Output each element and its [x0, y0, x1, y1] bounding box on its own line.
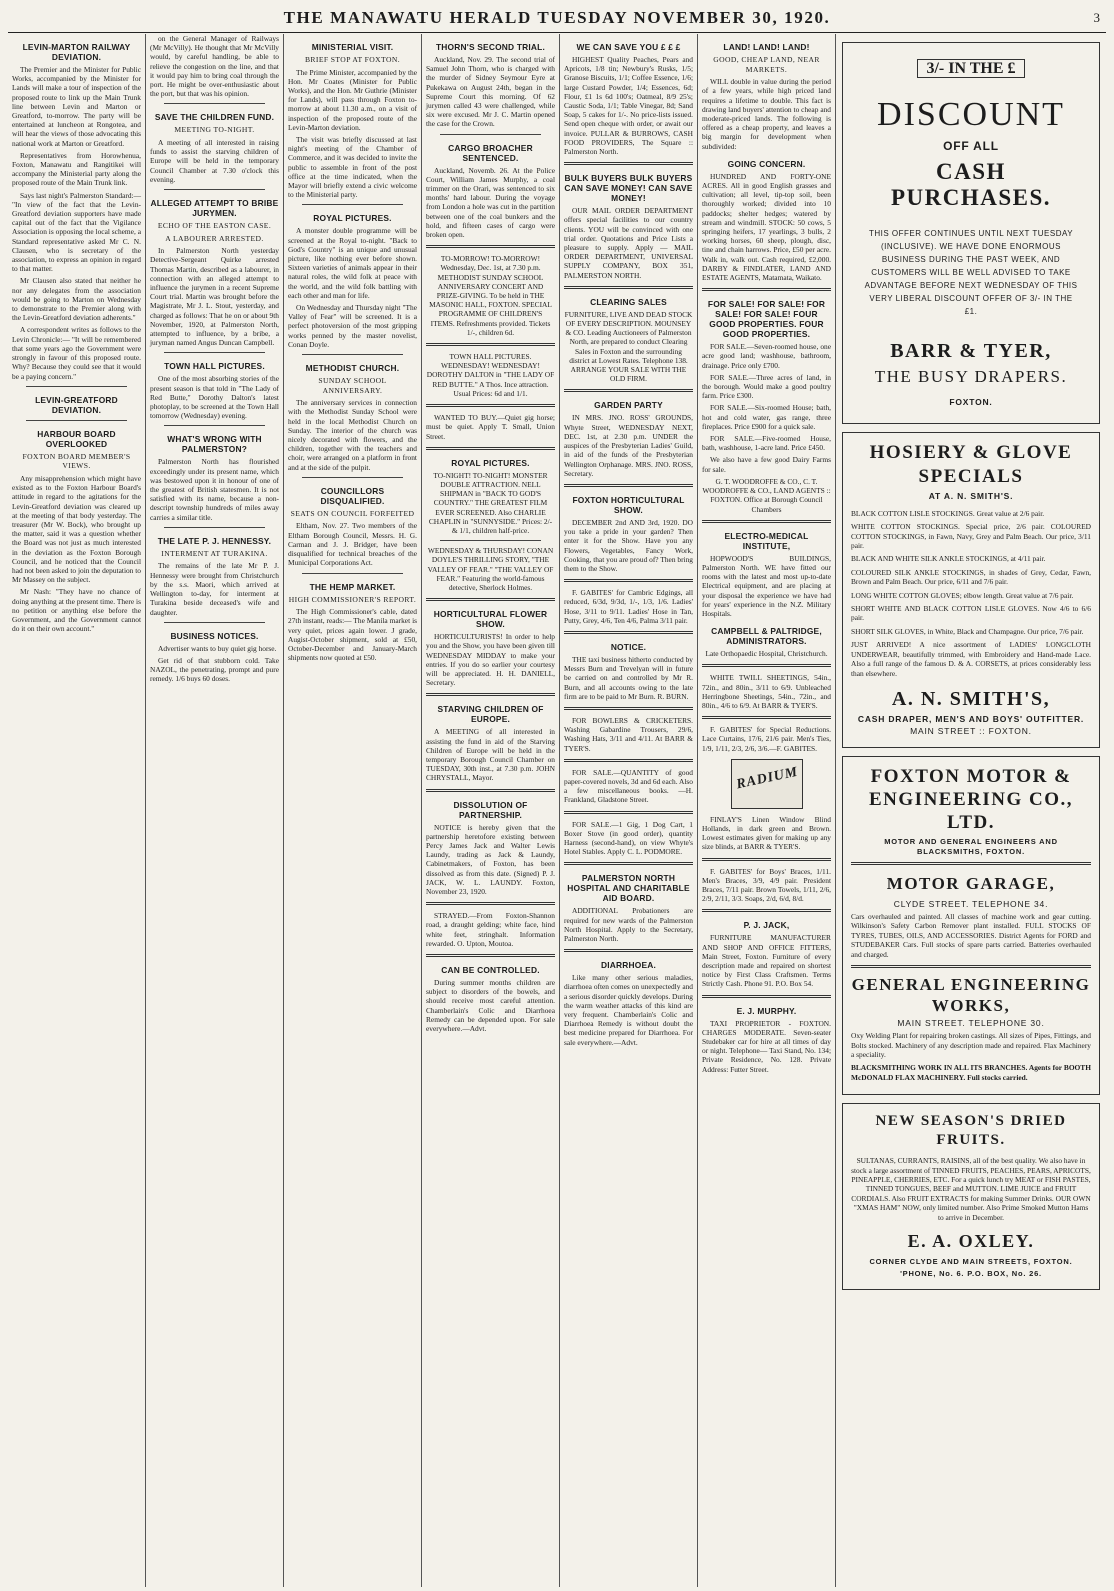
paragraph: F. GABITES' for Cambric Edgings, all reduced, 6/3d, 9/3d, 1/-, 1/3, 1/6. Ladies' Hose, 3/11 to 9/11. Ladies' Hose in Tan, Putty, Grey, 4/6, Ten 4/6, Palma 3/11 pair.: [564, 588, 693, 625]
ad-line: CLYDE STREET. TELEPHONE 34.: [893, 898, 1049, 909]
radium-polishes-logo: [731, 759, 803, 809]
divider: [702, 716, 831, 719]
headline: DIARRHOEA.: [600, 960, 657, 971]
headline: E. J. MURPHY.: [736, 1005, 797, 1016]
ad-firm-2: CASH DRAPER, MEN'S AND BOYS' OUTFITTER.: [857, 713, 1085, 724]
subheadline: HIGH COMMISSIONER'S REPORT.: [288, 594, 417, 604]
divider: [26, 420, 127, 421]
paragraph: Any misapprehension which might have existed as to the Foxton Harbour Board's attitude in regard to the agitations for the Levin-Greatford deviation was cleared up at the meeting of that body yesterday. The treasurer (Mr W. Bock), who brought up the matter, said it was a question whether the Board was not just as much interested in the deviation as the Foxton Borough Council, and he noticed that the Council had not been asked to join the deputation to Mr Massey on the subject.: [12, 473, 141, 585]
paragraph: NOTICE is hereby given that the partnership heretofore existing between Percy James Jack and Walter Lewis Laundy, trading as Jack & Laundy, Cabinetmakers, of Foxton, has been dissolved as from this date. (Signed) P. J. JACK, W. L. LAUNDY. Foxton, November 23, 1920.: [426, 822, 555, 896]
headline: ROYAL PICTURES.: [313, 213, 392, 224]
headline: ALLEGED ATTEMPT TO BRIBE JURYMEN.: [150, 198, 279, 219]
ad-phone: 'PHONE, No. 6. P.O. BOX, No. 26.: [900, 1269, 1042, 1279]
paragraph: The anniversary services in connection with the Methodist Sunday School were held in the local Methodist Church on Sunday. The interior of the church was nicely decorated with flowers, and the children, together with the teachers and choir, were arranged on a platform in front and at the side of the pulpit.: [288, 398, 417, 472]
divider: [164, 352, 265, 353]
ad-line: WHITE COTTON STOCKINGS. Special price, 2/6 pair. COLOURED COTTON STOCKINGS, in Fawn, Navy, Grey and Palm Beach. Our price, 3/11 pair.: [851, 522, 1091, 551]
paragraph: FURNITURE MANUFACTURER AND SHOP AND OFFICE FITTERS, Main Street, Foxton. Furniture of every description made and repaired on shortest notice by First Class Craftsmen. Terms Strictly Cash. Phone 91. P.O. Box 54.: [702, 933, 831, 989]
divider: [426, 343, 555, 346]
ad-town: FOXTON.: [949, 397, 993, 408]
subheadline: ECHO OF THE EASTON CASE.: [157, 221, 272, 231]
divider: [564, 579, 693, 582]
headline: COUNCILLORS DISQUALIFIED.: [320, 485, 385, 506]
headline: CAN BE CONTROLLED.: [441, 965, 540, 976]
divider: [426, 598, 555, 601]
divider: [440, 134, 541, 135]
paragraph: A MEETING of all interested in assisting the fund in aid of the Starving Children of Europe will be held in the temporary Borough Council Chamber on TUESDAY, 30th inst., at 7.30 p.m. JOHN CHRYSTALL, Mayor.: [426, 727, 555, 783]
headline: CLEARING SALES: [590, 296, 667, 307]
paragraph: FINLAY'S Linen Window Blind Hollands, in dark green and Brown. Lowest estimates given for making up any size blinds, at BARR & TYER'S.: [702, 814, 831, 852]
paragraph: G. T. WOODROFFE & CO., C. T. WOODROFFE & CO., LAND AGENTS :: FOXTON. Office at Borough Council Chambers: [702, 476, 831, 514]
paragraph: FOR SALE.—Three acres of land, in the borough. Would make a good poultry farm. Price £300.: [702, 372, 831, 401]
paragraph: FOR SALE.—1 Gig, 1 Dog Cart, 1 Boxer Stove (in good order), quantity Harness (second-hand), on view Whyte's Hotel Stables. Apply C. L. PODMORE.: [564, 819, 693, 857]
advertisement: TO-NIGHT! TO-NIGHT! MONSTER DOUBLE ATTRACTION. NELL SHIPMAN in "BACK TO GOD'S COUNTRY." THE GREATEST FILM EVER SCREENED. Also CHARLIE CHAPLIN in "SUNNYSIDE." Prices: 2/- & 1/1, children half-price.: [428, 470, 553, 535]
headline: LAND! LAND! LAND!: [723, 42, 810, 52]
divider: [164, 622, 265, 623]
paragraph: WILL double in value during the period of a few years, while high priced land requires a lifetime to double. This fact is drawing land buyers' attention to cheap and moderate-priced lands. The following is offered as a cheap property, and leaves a big margin for development when subdivided:: [702, 77, 831, 151]
headline: GOING CONCERN.: [727, 158, 806, 169]
paragraph: F. GABITES' for Special Reductions. Lace Curtains, 17/6, 21/6 pair. Men's Ties, 1/9, 1/11, 2/3, 2/6, 3/6.—F. GABITES.: [702, 725, 831, 753]
headline: THORN'S SECOND TRIAL.: [435, 42, 546, 52]
paragraph: HUNDRED AND FORTY-ONE ACRES. All in good English grasses and cultivation; all level, tip-top soil, been thoroughly worked; divided into 10 paddocks; shelter hedges; watered by stream and windmill. STOCK: 50 cows, 5 springing heifers, 17 yearlings, 3 bulls, 2 working horses, 60 sheep, plough, disc, tine and chain harrows. Price, £50 per acre. Walk in, walk out. Cash required, £2,000. DARBY & FINDLATER, LAND AND ESTATE AGENTS, Matamata, Waikato.: [702, 171, 831, 283]
paragraph: ADDITIONAL Probationers are required for new wards of the Palmerston North Hospital. Apply to the Secretary, Palmerston North.: [564, 906, 693, 943]
paragraph: A meeting of all interested in raising funds to assist the starving children of Europe will be held in the temporary Council Chamber at 7.30 o'clock this evening.: [150, 138, 279, 184]
ad-title: FOXTON MOTOR & ENGINEERING CO., LTD.: [869, 766, 1073, 834]
ad-address: MAIN STREET :: FOXTON.: [910, 726, 1032, 737]
masthead-title: THE MANAWATU HERALD TUESDAY NOVEMBER 30, 1920.: [283, 8, 831, 27]
paragraph: FOR SALE.—Six-roomed House; bath, hot and cold water, gas range, three fireplaces. Price £900 for a quick sale.: [702, 403, 831, 431]
divider: [851, 965, 1091, 968]
advertisement: TOWN HALL PICTURES. WEDNESDAY! WEDNESDAY! DOROTHY DALTON in "THE LADY OF RED BUTTE." A Thos. Ince attraction. Usual Prices: 6d and 1/1.: [426, 352, 555, 398]
subheadline: MEETING TO-NIGHT.: [174, 125, 255, 135]
divider: [702, 909, 831, 912]
headline: BUSINESS NOTICES.: [170, 630, 259, 641]
divider: [426, 447, 555, 450]
paragraph: on the General Manager of Railways (Mr McVilly). He thought that Mr McVilly would, by careful handling, be able to relieve the congestion on the line, and that it would pay him to bring coal through the port. He might be over-enthusiastic about the port, but that was his opinion.: [150, 34, 279, 99]
ad-firm-2: THE BUSY DRAPERS.: [874, 367, 1068, 387]
divider: [702, 520, 831, 523]
ad-line: BLACK AND WHITE SILK ANKLE STOCKINGS, at 4/11 pair.: [851, 554, 1046, 564]
paragraph: WHITE TWILL SHEETINGS, 54in., 72in., and 80in., 3/11 to 6/9. Unbleached Herringbone Sheetings, 54in., 72in., and 80in., 4/6 to 6/9. At BARR & TYER'S.: [702, 673, 831, 710]
headline: THE HEMP MARKET.: [309, 581, 396, 592]
headline: SAVE THE CHILDREN FUND.: [154, 112, 275, 123]
radium-text: RADIUM: [734, 764, 800, 793]
ad-firm: A. N. SMITH'S,: [891, 687, 1051, 710]
column-7-ads: [836, 34, 1106, 1587]
divider: [702, 664, 831, 667]
ad-title: DISCOUNT: [877, 96, 1065, 134]
subheadline: INTERMENT AT TURAKINA.: [161, 548, 268, 558]
paragraph: On Wednesday and Thursday night "The Valley of Fear" will be screened. It is a perfect photoversion of the most gripping works penned by the master novelist, Conan Doyle.: [288, 303, 417, 349]
paragraph: The Prime Minister, accompanied by the Hon. Mr Coates (Minister for Public Works), and the Hon. Mr Guthrie (Minister for Lands), will pass through Foxton to-morrow at about 11.30 a.m., on a visit of inspection of the proposed route of the Levin-Marton deviation.: [288, 67, 417, 132]
advertisement: WANTED TO BUY.—Quiet gig horse; must be quiet. Apply T. Small, Union Street.: [426, 413, 555, 441]
paragraph: Says last night's Palmerston Standard:— "In view of the fact that the Levin-Greatford deviation supporters have made capital out of the fact that the Vigilance Association is opposing the local scheme, a Standard representative asked Mr C. N. Clausen, who is secretary of the association, to express an opinion in regard to that matter.: [12, 190, 141, 274]
ad-line: LONG WHITE COTTON GLOVES; elbow length. Great value at 7/6 pair.: [851, 590, 1074, 600]
headline: TOWN HALL PICTURES.: [164, 361, 265, 372]
paragraph: HIGHEST Quality Peaches, Pears and Apricots, 1/8 tin; Newbury's Rusks, 1/5; Granose Biscuits, 1/1; Coffee Essence, 1/6; large Custard Powder, 1/4; Essences, 6d; Flour, £1 1s 6d 100's; Oatmeal, 8/9 25's; Caustic Soda, 1/1; Table Vinegar, 8d; Sand Soap, 5 cakes for 1/-. No price-lists issued. Send open cheque with order, or await our invoice. PULLAR & BURROWS, CASH FOOD PROVIDERS, The Square :: Palmerston North.: [564, 55, 693, 157]
paragraph: FOR SALE.—QUANTITY of good paper-covered novels, 3d and 6d each. Also a few miscellaneous books. —H. Frankland, Gladstone Street.: [564, 767, 693, 805]
divider: [302, 204, 403, 205]
headline: ROYAL PICTURES.: [451, 457, 530, 468]
ad-body: Oxy Welding Plant for repairing broken castings. All sizes of Pipes, Fittings, and Bolts stocked. Machinery of any description made and repaired. Flax Machinery a speciality.: [851, 1031, 1091, 1059]
divider: [564, 286, 693, 289]
columns: [8, 34, 1106, 1587]
paragraph: Eltham, Nov. 27. Two members of the Eltham Borough Council, Messrs. H. G. Carman and J. J. Bridger, have been disqualified for technical breaches of the Municipal Corporations Act.: [288, 521, 417, 568]
paragraph: OUR MAIL ORDER DEPARTMENT offers special facilities to our country clients. YOU will be convinced with one trial order. Quotations and Price Lists a pleasure to supply. Apply — MAIL ORDER DEPARTMENT, UNIVERSAL SUPPLY COMPANY, BOX 351, PALMERSTON NORTH.: [564, 206, 693, 280]
paragraph: Late Orthopaedic Hospital, Christchurch.: [705, 649, 828, 659]
headline: LEVIN-GREATFORD DEVIATION.: [35, 394, 118, 415]
paragraph: DECEMBER 2nd AND 3rd, 1920. DO you take a pride in your garden? Then enter it for the Show. Have you any Flowers, Vegetables, Fancy Work, Cooking, that you are proud of? Then bring them to the Show.: [564, 517, 693, 573]
column-2: [146, 34, 284, 1587]
divider: [426, 954, 555, 957]
ad-line: SHORT WHITE AND BLACK COTTON LISLE GLOVES. Now 4/6 to 6/6 pair.: [851, 604, 1091, 623]
ad-firm: E. A. OXLEY.: [907, 1231, 1035, 1252]
ad-title-2: MOTOR GARAGE,: [886, 873, 1056, 893]
ad-title: HOSIERY & GLOVE SPECIALS: [869, 441, 1073, 487]
column-6: [698, 34, 836, 1587]
divider: [564, 484, 693, 487]
paragraph: Get rid of that stubborn cold. Take NAZOL, the penetrating, prompt and pure remedy. 1/6 buys 60 doses.: [150, 655, 279, 684]
divider: [564, 949, 693, 952]
divider: [564, 162, 693, 165]
ad-address: CORNER CLYDE AND MAIN STREETS, FOXTON.: [869, 1257, 1073, 1267]
masthead: [8, 6, 1106, 33]
paragraph: STRAYED.—From Foxton-Shannon road, a draught gelding; white face, hind white feet, stringhalt. Information rewarded. O. Upton, Moutoa.: [426, 911, 555, 948]
ad-body: Cars overhauled and painted. All classes of machine work and gear cutting. Wilkinson's Safety Carbon Remover plant installed. FULL STOCKS OF TYRES, TUBES, OILS, AND ACCESSORIES. District Agents for FORD and STUDEBAKER Cars. Full stocks of spare parts carried. Batteries overhauled and charged.: [851, 911, 1091, 959]
divider: [426, 404, 555, 407]
ad-body: SULTANAS, CURRANTS, RAISINS, all of the best quality. We also have in stock a large assortment of TINNED FRUITS, PEACHES, PEARS, APRICOTS, PINEAPPLE, CHERRIES, ETC. For a quick lunch try MEAT or FISH PASTES, TINNED TONGUES, BEEF and MUTTON. LIME JUICE and FRUIT CORDIALS. Also FRUIT EXTRACTS for making Summer Drinks. OUR OWN "XMAS HAM" NOW, only limited number. Also Prime Smoked Mutton Hams to arrive in December.: [851, 1156, 1091, 1222]
divider: [164, 189, 265, 190]
headline: HARBOUR BOARD OVERLOOKED: [37, 428, 116, 449]
paragraph: The Premier and the Minister for Public Works, accompanied by the Minister for Lands will make a tour of inspection of the proposed route to link up the Main Trunk line between Levin and Marton or Greatford, to-morrow. The party will be entertained at luncheon at Rongotea, and will hear the views of those advocating this national work at Marton or Greatford.: [12, 65, 141, 148]
headline: THE LATE P. J. HENNESSY.: [157, 535, 272, 546]
discount-badge: 3/- IN THE £: [917, 59, 1024, 78]
paragraph: Advertiser wants to buy quiet gig horse.: [158, 643, 277, 653]
paragraph: Auckland, Nov. 29. The second trial of Samuel John Thorn, who is charged with the murder of Sidney Seymour Eyre at Pukekawa on August 24th, began in the Supreme Court this morning. Of 62 jurymen called 43 were challenged, while six were excused. Mr J. C. Martin opened the case for the Crown.: [426, 55, 555, 129]
paragraph: In Palmerston North yesterday Detective-Sergeant Quirke arrested Thomas Martin, described as a labourer, in connection with an alleged attempt to influence the jurymen in a recent Supreme Court trial. Martin was brought before the Magistrate, Mr J. L. Stout, yesterday, and charged as follows: That he on or about 9th November, 1920, at Palmerston North, attempted to influence, by a bribe, a juryman named Angus Duncan Campbell.: [150, 246, 279, 348]
subheadline: SUNDAY SCHOOL ANNIVERSARY.: [318, 376, 387, 395]
paragraph: FOR SALE.—Seven-roomed house, one acre good land; washhouse, bathroom, drainage. Price only £700.: [702, 342, 831, 370]
divider: [702, 858, 831, 861]
paragraph: A monster double programme will be screened at the Royal to-night. "Back to God's Country" is an unique and unusual picture, like nothing ever before shown. Sixteen varieties of animals appear in their natural roles, the wild folk at peace with the world, and the wild folk battling with each other and man for life.: [288, 226, 417, 300]
headline: MINISTERIAL VISIT.: [311, 42, 394, 52]
subheadline: FOXTON BOARD MEMBER'S VIEWS.: [22, 451, 131, 471]
column-3: [284, 34, 422, 1587]
headline: METHODIST CHURCH.: [305, 363, 400, 374]
divider: [564, 759, 693, 762]
ad-body: THIS OFFER CONTINUES UNTIL NEXT TUESDAY (INCLUSIVE). WE HAVE DONE ENORMOUS BUSINESS DURING THE PAST WEEK, AND CUSTOMERS WILL BE WELL ADVISED TO TAKE ADVANTAGE BEFORE NEXT WEDNESDAY OF THIS VERY LIBERAL DISCOUNT OFFER OF 3/- IN THE £1.: [864, 229, 1078, 317]
ad-title-3: GENERAL ENGINEERING WORKS,: [851, 974, 1091, 1015]
divider: [302, 573, 403, 574]
ad-title-2: CASH PURCHASES.: [890, 159, 1052, 211]
paragraph: The High Commissioner's cable, dated 27th instant, reads:— The Manila market is very quiet, prices again lower. J grade, Augist-October shipment, sold at £50, October-December and January-March shipments now quoted at £50.: [288, 607, 417, 663]
paragraph: A correspondent writes as follows to the Levin Chronicle:— "It will be remembered that some years ago the Government were strongly in favour of this proposed route. Why? Because they could see that it would be a paying concern.": [12, 325, 141, 381]
divider: [564, 707, 693, 710]
paragraph: HOPWOOD'S BUILDINGS, Palmerston North. WE have fitted our rooms with the latest and most up-to-date Electrical equipment, and are placing at your disposal the experience we have had for years' experience in the N.Z. Military Hospitals.: [702, 553, 831, 618]
paragraph: HORTICULTURISTS! In order to help you and the Show, you have been given till WEDNESDAY MIDDAY to make your entries. If you do so earlier your courtesy will be appreciated. H. H. DANIELL, Secretary.: [426, 632, 555, 688]
divider: [426, 245, 555, 248]
divider: [302, 477, 403, 478]
paragraph: The visit was briefly discussed at last night's meeting of the Chamber of Commerce, and it was decided to invite the public to assemble in front of the post office at the time indicated, when the Mayor will briefly extend a civic welcome to the Ministerial party.: [288, 135, 417, 200]
divider: [426, 789, 555, 792]
headline: GARDEN PARTY: [594, 400, 663, 411]
column-5: [560, 34, 698, 1587]
headline: CARGO BROACHER SENTENCED.: [448, 142, 533, 163]
ad-subtitle: OFF ALL: [943, 139, 999, 154]
paragraph: Mr Clausen also stated that neither he nor any delegates from the association would be going to Marton on Wednesday to demonstrate to the Premier along with the Levin-Greatford deviation adherents.": [12, 276, 141, 323]
divider: [164, 425, 265, 426]
headline: HORTICULTURAL FLOWER SHOW.: [433, 609, 548, 630]
headline: P. J. JACK,: [743, 920, 790, 931]
subheadline: GOOD, CHEAP LAND, NEAR MARKETS.: [713, 55, 820, 74]
paragraph: TAXI PROPRIETOR - FOXTON. CHARGES MODERATE. Seven-seater Studebaker car for hire at all times of day or night. Telephone— Taxi Stand, No. 134; Private Residence, No. 128. Private Address: Futter Street.: [702, 1018, 831, 1074]
divider: [564, 862, 693, 865]
paragraph: One of the most absorbing stories of the present season is that told in "The Lady of Red Butte," Dorothy Dalton's latest photoplay, to be screened at the Town Hall tomorrow (Wednesday) evening.: [150, 374, 279, 421]
paragraph: FOR SALE.—Five-roomed House, bath, washhouse, 1-acre land. Price £450.: [702, 434, 831, 453]
headline: STARVING CHILDREN OF EUROPE.: [437, 704, 544, 725]
headline: WE CAN SAVE YOU £ £ £: [576, 42, 681, 52]
advertisement: TO-MORROW! TO-MORROW! Wednesday, Dec. 1st, at 7.30 p.m. METHODIST SUNDAY SCHOOL ANNIVERSARY CONCERT AND PRIZE-GIVING. To be held in THE MASONIC HALL, FOXTON. SPECIAL PROGRAMME OF CHILDREN'S ITEMS. Refreshments provided. Tickets 1/-, children 6d.: [429, 254, 552, 337]
oxley-dried-fruits-ad: [842, 1103, 1100, 1290]
divider: [702, 288, 831, 291]
ad-line: BLACK COTTON LISLE STOCKINGS. Great value at 2/6 pair.: [851, 508, 1045, 518]
ad-line: SHORT SILK GLOVES, in White, Black and Champagne. Our price, 7/6 pair.: [851, 626, 1084, 636]
headline: BULK BUYERS BULK BUYERS CAN SAVE MONEY! CAN SAVE MONEY!: [564, 173, 693, 204]
paragraph: Auckland, Novemb. 26. At the Police Court, William James Murphy, a coal trimmer on the Orari, was sentenced to six months' hard labour. During the voyage from London a hole was cut in the partition between one of the coal bunkers and the hold, and fifteen cases of cargo were broken open.: [426, 165, 555, 240]
paragraph: The remains of the late Mr P. J. Hennessy were brought from Christchurch by the s.s. Maori, which arrived at Wellington to-day, for interment at Turakina beside deceased's wife and daughter.: [150, 561, 279, 617]
divider: [164, 103, 265, 104]
paragraph: FOR BOWLERS & CRICKETERS. Washing Gabardine Trousers, 29/6, Washing Hats, 3/11 and 4/11. At BARR & TYER'S.: [564, 715, 693, 753]
headline: DISSOLUTION OF PARTNERSHIP.: [453, 799, 528, 820]
divider: [26, 386, 127, 387]
page-number: 3: [1093, 10, 1100, 25]
barr-tyer-discount-ad: [842, 42, 1100, 424]
subheadline: SEATS ON COUNCIL FORFEITED: [290, 508, 415, 518]
paragraph: F. GABITES' for Boys' Braces, 1/11. Men's Braces, 3/9, 4/9 pair. President Braces, 7/11 pair. Brown Towels, 1/11, 2/6, 2/9, 2/11, 3/3. Soaps, 2/d, 6/d, 8/d.: [702, 866, 831, 904]
column-4: [422, 34, 560, 1587]
ad-line: MAIN STREET. TELEPHONE 30.: [897, 1017, 1045, 1028]
paragraph: Mr Nash: "They have no chance of doing anything at the present time. There is no petition or anything else before the Government, and the Government cannot do it on their own account.": [12, 587, 141, 634]
paragraph: THE taxi business hitherto conducted by Messrs Burn and Trevelyan will in future be carried on and controlled by Mr R. Burn, and all accounts owing to the late firm are to be paid to Mr Burn. R. BURN.: [564, 654, 693, 701]
paragraph: We also have a few good Dairy Farms for sale.: [702, 455, 831, 474]
headline: FOXTON HORTICULTURAL SHOW.: [572, 494, 685, 515]
ad-body: BLACKSMITHING WORK IN ALL ITS BRANCHES. Agents for BOOTH McDONALD FLAX MACHINERY. Full stocks carried.: [851, 1063, 1091, 1082]
paragraph: IN MRS. JNO. ROSS' GROUNDS, Whyte Street, WEDNESDAY NEXT, DEC. 1st, at 2.30 p.m. UNDER the auspices of the Presbyterian Ladies' Guild, in aid of the funds of the Presbyterian Wellington Orphanage. MRS. JNO. ROSS, Secretary.: [564, 413, 693, 478]
ad-subtitle: MOTOR AND GENERAL ENGINEERS AND BLACKSMITHS, FOXTON.: [884, 837, 1058, 856]
subheadline: A LABOURER ARRESTED.: [165, 233, 264, 243]
divider: [426, 693, 555, 696]
subheadline: BRIEF STOP AT FOXTON.: [304, 55, 401, 64]
headline: WHAT'S WRONG WITH PALMERSTON?: [167, 434, 262, 455]
ad-subtitle: AT A. N. SMITH'S.: [928, 490, 1014, 501]
ad-firm: BARR & TYER,: [890, 340, 1052, 363]
headline: NOTICE.: [610, 641, 647, 652]
divider: [426, 902, 555, 905]
divider: [302, 354, 403, 355]
divider: [564, 631, 693, 634]
paragraph: During summer months children are subject to disorders of the bowels, and should receive most careful attention. Chamberlain's Colic and Diarrhoea Remedy can be depended upon. For sale everywhere.—Advt.: [426, 978, 555, 1034]
smith-hosiery-ad: [842, 432, 1100, 749]
headline: CAMPBELL & PALTRIDGE, ADMINISTRATORS.: [711, 626, 822, 647]
divider: [564, 811, 693, 814]
headline: ELECTRO-MEDICAL INSTITUTE,: [724, 530, 809, 551]
advertisement: WEDNESDAY & THURSDAY! CONAN DOYLE'S THRILLING STORY, "THE VALLEY OF FEAR." "THE VALLEY OF FEAR." Featuring the world-famous detective, Sherlock Holmes.: [427, 546, 554, 592]
paragraph: FURNITURE, LIVE AND DEAD STOCK OF EVERY DESCRIPTION. MOUNSEY & CO. Leading Auctioneers of Palmerston North, are prepared to conduct Clearing Sales in Foxton and the surrounding district at Lowest Rates. Telephone 138. ARRANGE YOUR SALE WITH THE OLD FIRM.: [564, 309, 693, 384]
divider: [851, 862, 1091, 865]
divider: [440, 540, 541, 541]
paragraph: Palmerston North has flourished exceedingly under its present name, which was bestowed upon it in honour of one of the greatest of British statesmen. It is not satisfied with its name, because a non-descript township hundreds of miles away carries a similar title.: [150, 457, 279, 522]
paragraph: Representatives from Horowhenua, Foxton, Manawatu and Rangitikei will accompany the Ministerial party along the proposed route of the Main Trunk link.: [12, 150, 141, 188]
ad-line: JUST ARRIVED! A nice assortment of LADIES' LONGCLOTH UNDERWEAR, beautifully trimmed, with Embroidery and Hand-made Lace. Also a full range of the famous D. & A. CORSETS, at prices considerably less than elsewhere.: [851, 640, 1091, 678]
column-1: [8, 34, 146, 1587]
headline: FOR SALE! FOR SALE! FOR SALE! FOR SALE! FOUR GOOD PROPERTIES. FOUR GOOD PROPERTIES.: [707, 299, 826, 340]
headline: LEVIN-MARTON RAILWAY DEVIATION.: [22, 42, 131, 62]
headline: PALMERSTON NORTH HOSPITAL AND CHARITABLE AID BOARD.: [567, 873, 690, 904]
divider: [164, 527, 265, 528]
paragraph: Like many other serious maladies, diarrhoea often comes on unexpectedly and a serious disorder quickly develops. During the warm weather attacks of this kind are very frequent. Chamberlain's Colic and Diarrhoea Remedy is without doubt the best medicine prepared for Diarrhoea. For sale everywhere.—Advt.: [564, 973, 693, 1047]
divider: [564, 389, 693, 392]
ad-title: NEW SEASON'S DRIED FRUITS.: [875, 1113, 1067, 1149]
divider: [702, 995, 831, 998]
ad-line: COLOURED SILK ANKLE STOCKINGS, in shades of Grey, Cedar, Fawn, Brown and Palm Beach. Our price, 6/11 and 7/6 pair.: [851, 567, 1091, 587]
foxton-motor-ad: [842, 756, 1100, 1095]
